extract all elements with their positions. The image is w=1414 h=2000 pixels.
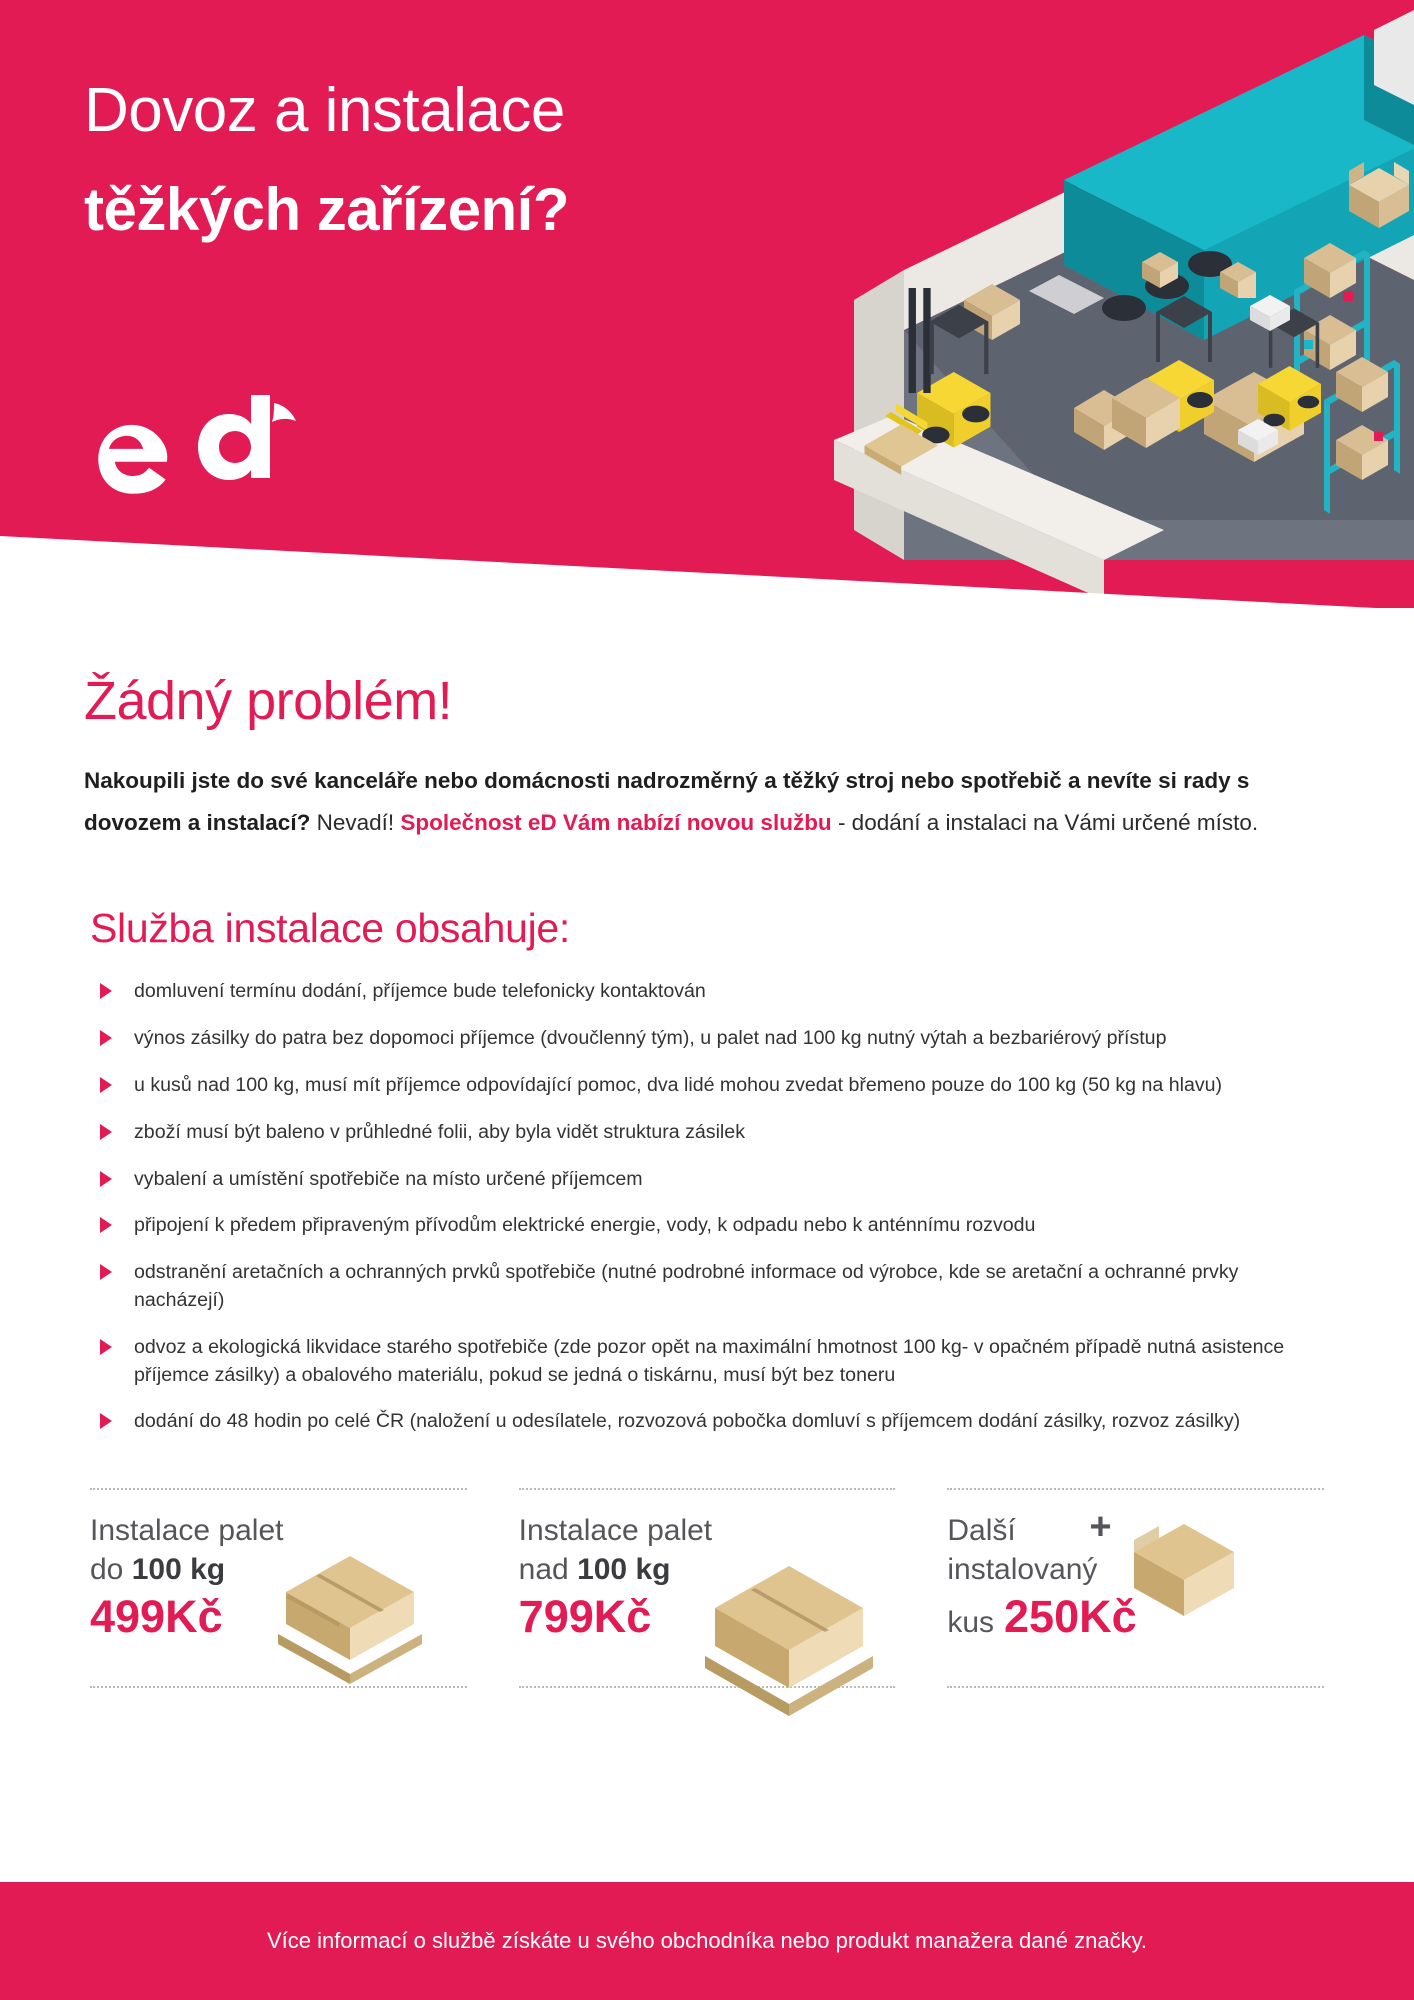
- list-item: [90, 1166, 1330, 1194]
- bullet-triangle-icon: [100, 983, 112, 999]
- list-item: [90, 978, 1330, 1006]
- list-item-label: u kusů nad 100 kg, musí mít příjemce odpovídající pomoc, dva lidé mohou zvedat břemeno pouze do 100 kg (50 kg na hlavu): [134, 1073, 1223, 1096]
- price-card-line1: Další: [947, 1514, 1016, 1548]
- list-item-label: dodání do 48 hodin po celé ČR (naložení u odesílatele, rozvozová pobočka domluví s příjemcem dodání zásilky, rozvoz zásilky): [134, 1410, 1241, 1433]
- price-card-line2-bold: 100 kg: [131, 1552, 226, 1586]
- price-card-line2: [90, 1551, 467, 1589]
- bullet-triangle-icon: [100, 1030, 112, 1046]
- price-card-amount: 799Kč: [518, 1590, 652, 1642]
- footer-bar: [0, 1882, 1414, 2000]
- list-item: [90, 1212, 1330, 1240]
- hero-diagonal-wedge: [0, 490, 1414, 608]
- price-card-line2-prefix: nad: [518, 1552, 578, 1586]
- price-card-pallet-over-100: [519, 1488, 896, 1688]
- bullet-triangle-icon: [100, 1124, 112, 1140]
- intro-mid-text: Nevadí!: [310, 809, 401, 835]
- intro-paragraph: [84, 760, 1329, 843]
- price-card-line1: Instalace palet: [518, 1514, 713, 1548]
- service-list: [84, 978, 1330, 1436]
- list-item-label: odstranění aretačních a ochranných prvků spotřebiče (nutné podrobné informace od výrobce, kde se aretační a ochranné prvky nacházejí): [134, 1261, 1239, 1311]
- bullet-triangle-icon: [100, 1339, 112, 1355]
- hero-title-line1: Dovoz a instalace: [84, 76, 565, 145]
- bullet-triangle-icon: [100, 1217, 112, 1233]
- list-item-label: vybalení a umístění spotřebiče na místo určené příjemcem: [134, 1167, 643, 1190]
- hero-banner: [0, 0, 1414, 608]
- ed-logo: [88, 385, 308, 495]
- hero-title-line2: těžkých zařízení?: [84, 176, 570, 243]
- price-card-amount: 250Kč: [1004, 1590, 1137, 1642]
- price-card-line1: Instalace palet: [90, 1514, 284, 1548]
- intro-heading: Žádný problém!: [84, 671, 453, 731]
- list-item: [90, 1259, 1330, 1315]
- list-item: [90, 1408, 1330, 1436]
- list-item-label: odvoz a ekologická likvidace starého spotřebiče (zde pozor opět na maximální hmotnost 100 kg- v opačném případě nutná asistence příjemce zásilky) a obalového materiálu, pokud se jedná o tiskárnu, musí být bez toneru: [134, 1335, 1285, 1386]
- price-cards: [84, 1488, 1330, 1688]
- bullet-triangle-icon: [100, 1413, 112, 1429]
- bullet-triangle-icon: [100, 1264, 112, 1280]
- intro-tail-text: - dodání a instalaci na Vámi určené místo.: [831, 809, 1259, 835]
- price-card-line2-bold: 100 kg: [577, 1552, 671, 1586]
- price-card-line2: [519, 1551, 896, 1589]
- list-item-label: zboží musí být baleno v průhledné folii, aby byla vidět struktura zásilek: [134, 1120, 745, 1143]
- list-item: [90, 1072, 1330, 1100]
- footer-text: Více informací o službě získáte u svého obchodníka nebo produkt manažera dané značky.: [266, 1928, 1148, 1953]
- price-card-pallet-under-100: [90, 1488, 467, 1688]
- price-card-line2: instalovaný: [947, 1552, 1098, 1586]
- price-card-line3: kus: [947, 1605, 995, 1639]
- intro-pink-text: Společnost eD Vám nabízí novou službu: [400, 809, 832, 835]
- service-heading: Služba instalace obsahuje:: [90, 905, 570, 952]
- intro-bold-text: Nakoupili jste do své kanceláře nebo domácnosti nadrozměrný a těžký stroj nebo spotřebič a nevíte si rady s dovozem a instalací?: [84, 768, 1250, 835]
- price-card-amount: 499Kč: [90, 1590, 223, 1642]
- list-item-label: výnos zásilky do patra bez dopomoci příjemce (dvoučlenný tým), u palet nad 100 kg nutný výtah a bezbariérový přístup: [134, 1027, 1167, 1050]
- list-item: [90, 1119, 1330, 1147]
- bullet-triangle-icon: [100, 1077, 112, 1093]
- list-item: [90, 1334, 1330, 1390]
- plus-sign: +: [1089, 1506, 1112, 1549]
- list-item-label: domluvení termínu dodání, příjemce bude telefonicky kontaktován: [134, 980, 706, 1003]
- bullet-triangle-icon: [100, 1171, 112, 1187]
- list-item: [90, 1025, 1330, 1053]
- list-item-label: připojení k předem připraveným přívodům elektrické energie, vody, k odpadu nebo k anténnímu rozvodu: [134, 1214, 1036, 1237]
- price-card-additional-piece: [947, 1488, 1324, 1688]
- price-card-line2-prefix: do: [90, 1552, 132, 1586]
- main-content: [0, 670, 1414, 1688]
